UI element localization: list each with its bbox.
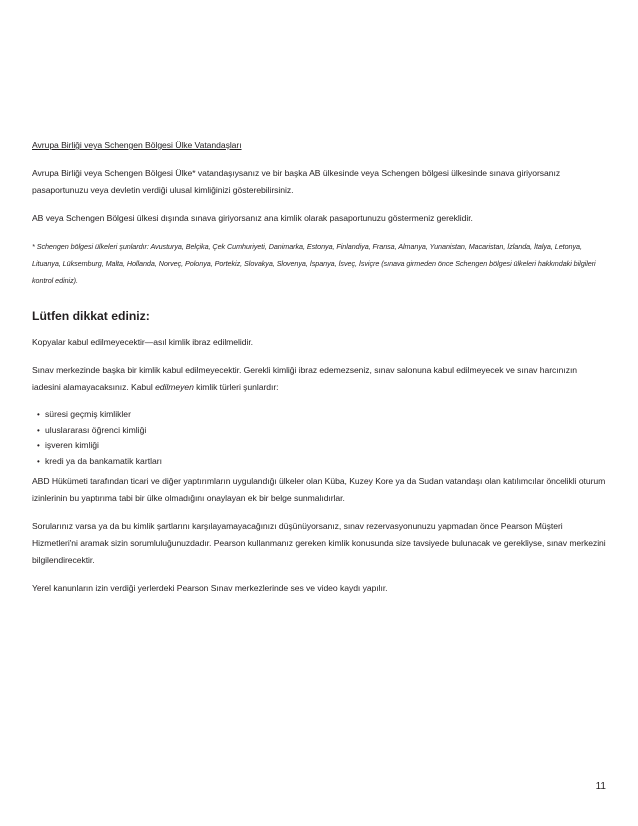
unaccepted-id-text-start: Sınav merkezinde başka bir kimlik kabul edilmeyecektir. Gerekli kimliği ibraz edemezseniz, sınav salonuna kabul edilmeyecek ve sınav harcınızın iadesini alamayacaksınız. Kabul xyxy=(32,365,578,392)
list-item-text: işveren kimliği xyxy=(45,440,99,450)
notice-heading: Lütfen dikkat ediniz: xyxy=(32,309,150,323)
schengen-footnote: * Schengen bölgesi ülkeleri şunlardır: Avusturya, Belçika, Çek Cumhuriyeti, Danimarka, Estonya, Finlandiya, Fransa, Almanya, Yunanistan, Macaristan, İzlanda, İtalya, Letonya, Lituanya, Lüksemburg, Malta, Hollanda, Norveç, Polonya, Portekiz, Slovakya, Slovenya, İspanya, İsveç, İsviçre (sınava girmeden önce Schengen bölgesi ülkeleri hakkındaki bilgileri kontrol ediniz). xyxy=(32,242,596,285)
list-item xyxy=(37,438,608,454)
list-item-text: uluslararası öğrenci kimliği xyxy=(45,424,147,435)
unaccepted-id-emphasis: edilmeyen xyxy=(155,382,194,392)
list-item-text: kredi ya da bankamatik kartları xyxy=(45,455,163,466)
copies-paragraph: Kopyalar kabul edilmeyecektir—asıl kimlik ibraz edilmelidir. xyxy=(32,337,253,347)
eu-passport-paragraph: Avrupa Birliği veya Schengen Bölgesi Ülke* vatandaşıysanız ve bir başka AB ülkesinde veya Schengen bölgesi ülkesinde sınava giriyorsanız pasaportunuzu veya devletin verdiği ulusal kimliğinizi gösterebilirsiniz. xyxy=(32,168,561,195)
bullet-icon: • xyxy=(37,441,40,450)
page-number: 11 xyxy=(595,781,606,792)
bullet-icon: • xyxy=(37,425,40,435)
document-body xyxy=(32,137,608,597)
unaccepted-id-text-end: kimlik türleri şunlardır: xyxy=(193,382,279,392)
list-item xyxy=(37,423,608,439)
customer-service-paragraph: Sorularınız varsa ya da bu kimlik şartlarını karşılayamayacağınızı düşünüyorsanız, sınav rezervasyonunuzu yapmadan önce Pearson Müşteri Hizmetleri'ni aramak sizin sorumluluğunuzdadır. Pearson kullanmanız gereken kimlik konusunda size tavsiyede bulunacak ve gerekliyse, sınav merkezini bilgilendirecektir. xyxy=(32,521,606,565)
sanctions-paragraph: ABD Hükümeti tarafından ticari ve diğer yaptırımların uygulandığı ülkeler olan Küba, Kuzey Kore ya da Sudan vatandaşı olan katılımcılar öncelikli oturum izinlerinin bu yaptırıma tabi bir ülke olmadığını onaylayan ek bir belge sunmalıdırlar. xyxy=(32,476,606,503)
non-eu-passport-paragraph: AB veya Schengen Bölgesi ülkesi dışında sınava giriyorsanız ana kimlik olarak pasaportunuzu göstermeniz gereklidir. xyxy=(32,213,473,223)
unaccepted-id-paragraph xyxy=(32,362,608,396)
recording-paragraph: Yerel kanunların izin verdiği yerlerdeki Pearson Sınav merkezlerinde ses ve video kaydı yapılır. xyxy=(32,583,388,593)
list-item xyxy=(37,407,608,423)
bullet-icon: • xyxy=(37,456,40,466)
section-heading: Avrupa Birliği veya Schengen Bölgesi Ülke Vatandaşları xyxy=(32,140,242,150)
unaccepted-id-list xyxy=(37,407,608,469)
list-item-text: süresi geçmiş kimlikler xyxy=(45,409,131,419)
list-item xyxy=(37,454,608,470)
bullet-icon: • xyxy=(37,410,40,419)
